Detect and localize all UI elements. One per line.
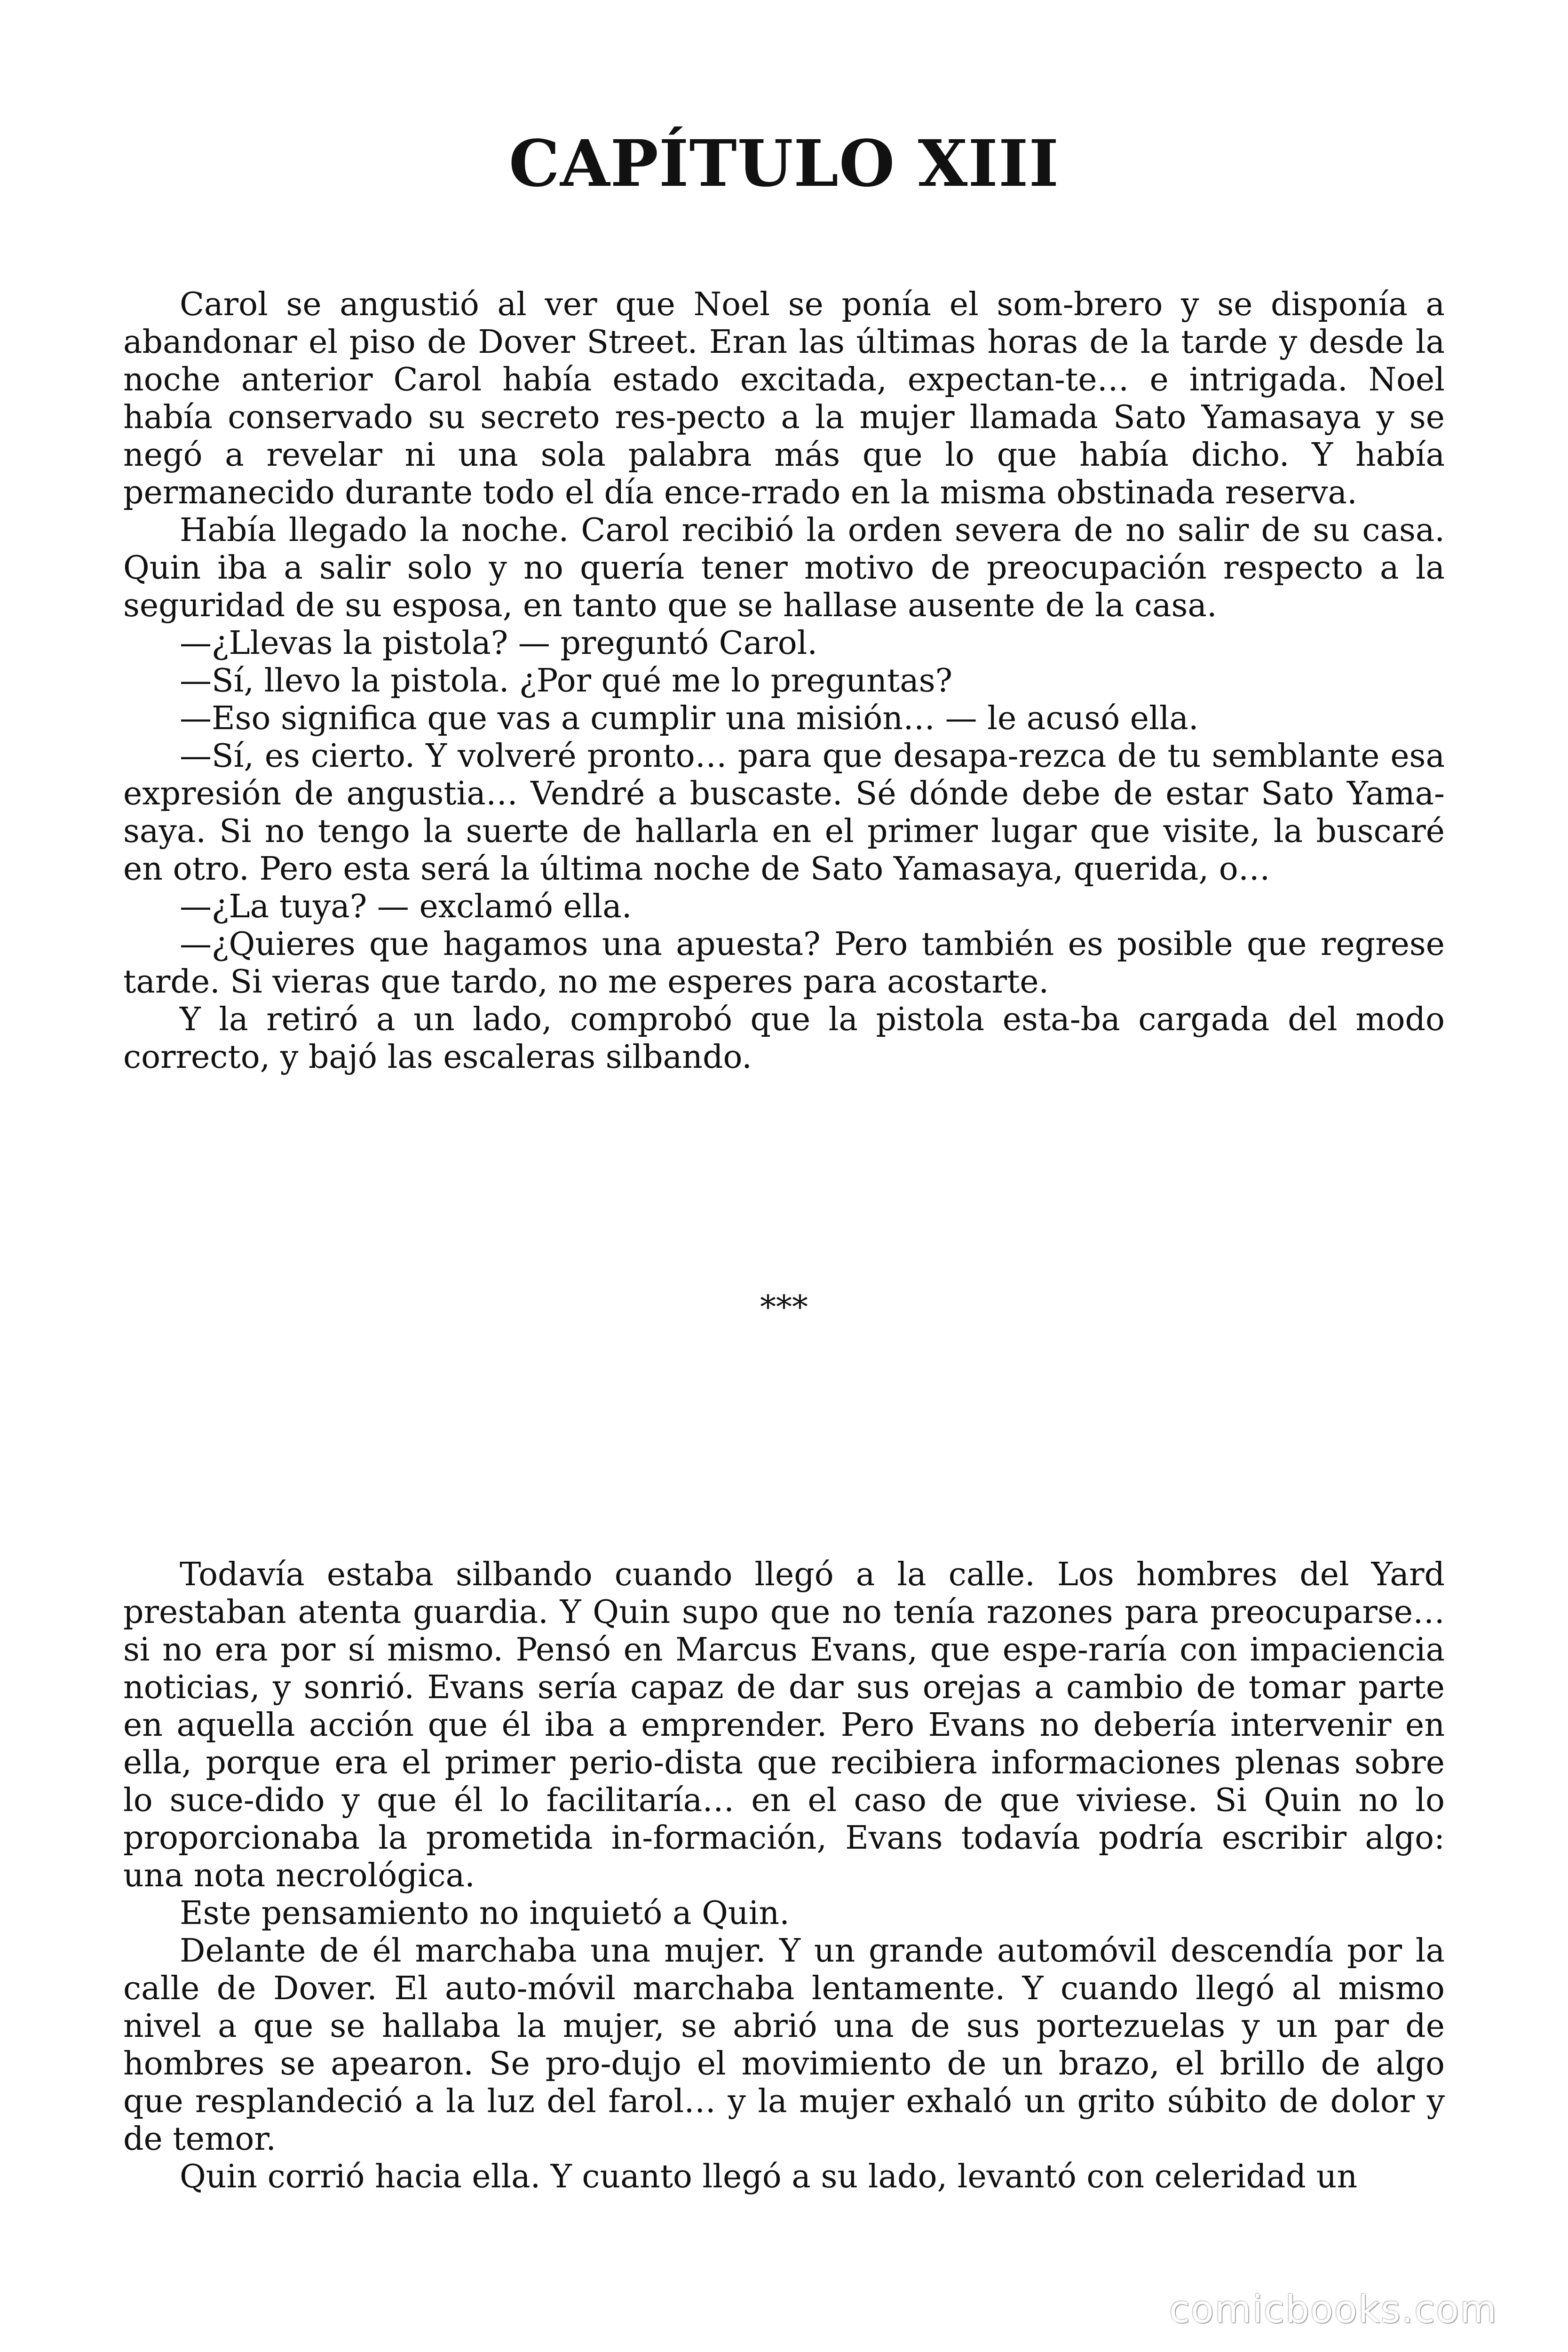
section-one xyxy=(123,286,1445,1076)
dialogue-line: —¿Llevas la pistola? — preguntó Carol. xyxy=(180,625,818,662)
paragraph: Y la retiró a un lado, comprobó que la pistola esta-ba cargada del modo correcto, y bajó las escaleras silbando. xyxy=(123,1001,1445,1076)
section-two xyxy=(123,1556,1445,2196)
paragraph: Quin corrió hacia ella. Y cuanto llegó a su lado, levantó con celeridad un xyxy=(180,2158,1358,2195)
paragraph: Delante de él marchaba una mujer. Y un grande automóvil descendía por la calle de Dover. El auto-móvil marchaba lentamente. Y cuando llegó al mismo nivel a que se hallaba la mujer, se abrió una de sus portezuelas y un par de hombres se apearon. Se pro-dujo el movimiento de un brazo, el brillo de algo que resplandeció a la luz del farol… y la mujer exhaló un grito súbito de dolor y de temor. xyxy=(123,1932,1445,2158)
watermark: comicbooks.com xyxy=(1169,2288,1497,2331)
dialogue-line: —¿La tuya? — exclamó ella. xyxy=(180,888,632,925)
dialogue-line: —¿Quieres que hagamos una apuesta? Pero también es posible que regrese tarde. Si vieras que tardo, no me esperes para acostarte. xyxy=(123,926,1445,1001)
paragraph: Todavía estaba silbando cuando llegó a la calle. Los hombres del Yard prestaban atenta guardia. Y Quin supo que no tenía razones para preocuparse… si no era por sí mismo. Pensó en Marcus Evans, que espe-raría con impaciencia noticias, y sonrió. Evans sería capaz de dar sus orejas a cambio de tomar parte en aquella acción que él iba a emprender. Pero Evans no debería intervenir en ella, porque era el primer perio-dista que recibiera informaciones plenas sobre lo suce-dido y que él lo facilitaría… en el caso de que viviese. Si Quin no lo proporcionaba la prometida in-formación, Evans todavía podría escribir algo: una nota necrológica. xyxy=(123,1556,1445,1894)
chapter-title: CAPÍTULO XIII xyxy=(508,126,1060,201)
dialogue-line: —Eso significa que vas a cumplir una misión… — le acusó ella. xyxy=(180,700,1199,737)
section-separator: *** xyxy=(760,1289,808,1326)
dialogue-line: —Sí, llevo la pistola. ¿Por qué me lo preguntas? xyxy=(180,662,953,699)
paragraph: Carol se angustió al ver que Noel se ponía el som-brero y se disponía a abandonar el piso de Dover Street. Eran las últimas horas de la tarde y desde la noche anterior Carol había estado excitada, expectan-te… e intrigada. Noel había conservado su secreto res-pecto a la mujer llamada Sato Yamasaya y se negó a revelar ni una sola palabra más que lo que había dicho. Y había permanecido durante todo el día ence-rrado en la misma obstinada reserva. xyxy=(123,286,1445,511)
dialogue-line: —Sí, es cierto. Y volveré pronto… para que desapa-rezca de tu semblante esa expresión de angustia… Vendré a buscaste. Sé dónde debe de estar Sato Yama-saya. Si no tengo la suerte de hallarla en el primer lugar que visite, la buscaré en otro. Pero esta será la última noche de Sato Yamasaya, querida, o… xyxy=(123,738,1445,888)
paragraph: Este pensamiento no inquietó a Quin. xyxy=(180,1895,790,1932)
paragraph: Había llegado la noche. Carol recibió la orden severa de no salir de su casa. Quin iba a salir solo y no quería tener motivo de preocupación respecto a la seguridad de su esposa, en tanto que se hallase ausente de la casa. xyxy=(123,512,1445,624)
